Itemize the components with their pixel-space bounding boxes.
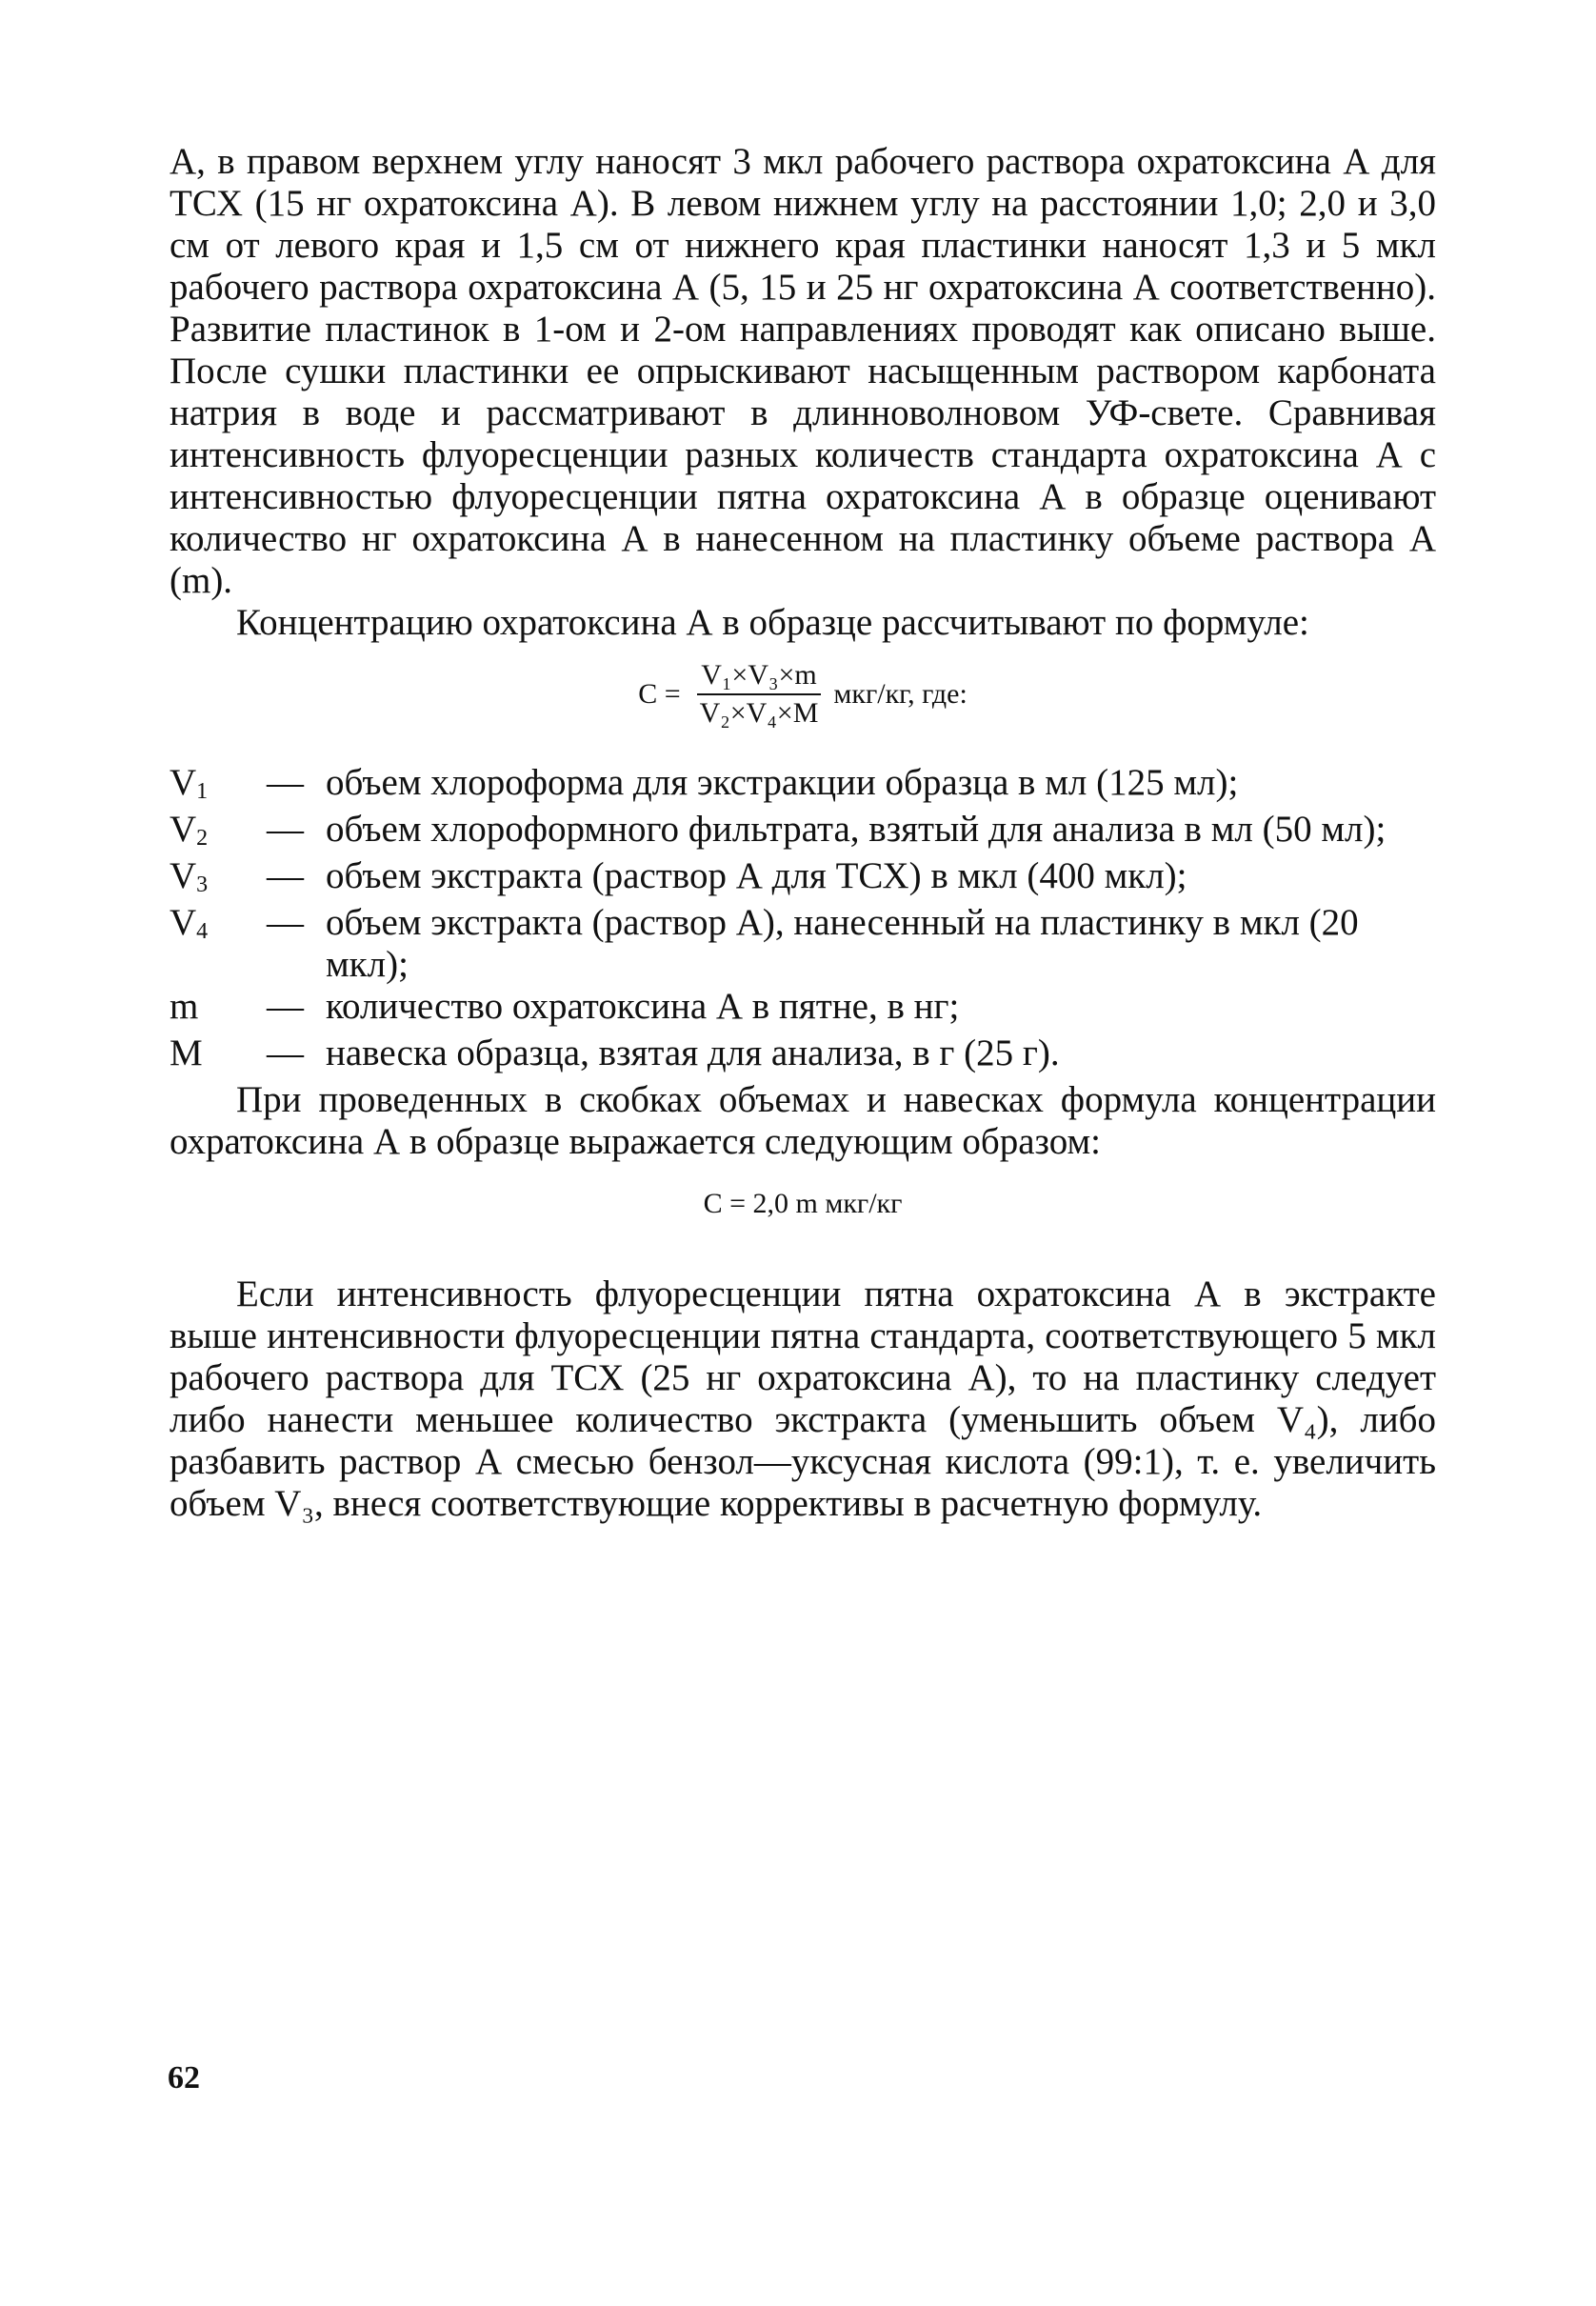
definition-dash: —: [267, 902, 304, 943]
definition-symbol: $V_1$: [170, 762, 209, 804]
concentration-formula: [170, 659, 1436, 730]
definition-dash: —: [267, 762, 304, 803]
definition-m-small: [170, 986, 1436, 1033]
formula-numerator: V₁×V₃×m: [697, 659, 820, 695]
paragraph-procedure: А, в правом верхнем углу наносят 3 мкл рабочего раствора охратоксина А для ТСХ (15 нг охратоксина А). В левом нижнем углу на расстоянии 1,0; 2,0 и 3,0 см от левого края и 1,5 см от нижнего края пластинки наносят 1,3 и 5 мкл рабочего раствора охратоксина А (5, 15 и 25 нг охратоксина А соответственно). Развитие пластинок в 1-ом и 2-ом направлениях проводят как описано выше. После сушки пластинки ее опрыскивают насыщенным раствором карбоната натрия в воде и рассматривают в длинноволновом УФ-свете. Сравнивая интенсивность флуоресценции разных количеств стандарта охратоксина А с интенсивностью флуоресценции пятна охратоксина А в образце оценивают количество нг охратоксина А в нанесенном на пластинку объеме раствора А (m).: [170, 141, 1436, 601]
formula-fraction: [696, 659, 823, 730]
definition-text: навеска образца, взятая для анализа, в г (25 г).: [326, 1033, 1060, 1073]
definition-text: объем экстракта (раствор А), нанесенный на пластинку в мкл (20 мкл);: [326, 902, 1359, 985]
definition-dash: —: [267, 855, 304, 896]
definition-v4: [170, 902, 1436, 986]
definition-text: объем хлороформа для экстракции образца в мл (125 мл);: [326, 762, 1239, 803]
definition-text: объем хлороформного фильтрата, взятый для анализа в мл (50 мл);: [326, 809, 1387, 850]
definition-symbol: $V_3$: [170, 855, 209, 897]
definition-symbol: $V_4$: [170, 902, 209, 944]
paragraph-dilution-note: Если интенсивность флуоресценции пятна охратоксина А в экстракте выше интенсивности флуоресценции пятна стандарта, соответствующего 5 мкл рабочего раствора для ТСХ (25 нг охратоксина А), то на пластинку следует либо нанести меньшее количество экстракта (уменьшить объем V₄), либо разбавить раствор А смесью бензол—уксусная кислота (99:1), т. е. увеличить объем V₃, внеся соответствующие коррективы в расчетную формулу.: [170, 1273, 1436, 1524]
definition-symbol: $V_2$: [170, 809, 209, 851]
page-number: 62: [168, 2060, 200, 2095]
definition-v2: [170, 809, 1436, 855]
formula-lhs: C =: [638, 678, 681, 710]
simplified-formula: C = 2,0 m мкг/кг: [703, 1188, 903, 1219]
definition-v1: [170, 762, 1436, 809]
paragraph-formula-simplified-intro: При проведенных в скобках объемах и навесках формула концентрации охратоксина А в образце выражается следующим образом:: [170, 1079, 1436, 1162]
definition-dash: —: [267, 1033, 304, 1073]
definition-symbol: m: [170, 986, 199, 1027]
formula-units: мкг/кг, где:: [833, 678, 968, 710]
definition-v3: [170, 855, 1436, 902]
page-body: [170, 141, 1436, 1525]
definition-text: объем экстракта (раствор А для ТСХ) в мкл (400 мкл);: [326, 855, 1187, 896]
variable-definitions: [170, 762, 1436, 1079]
definition-text: количество охратоксина А в пятне, в нг;: [326, 986, 960, 1027]
definition-dash: —: [267, 809, 304, 850]
definition-symbol: M: [170, 1033, 203, 1073]
formula-denominator: V₂×V₄×M: [699, 697, 819, 729]
definition-dash: —: [267, 986, 304, 1027]
paragraph-formula-intro: Концентрацию охратоксина А в образце рассчитывают по формуле:: [236, 602, 1309, 643]
definition-m-capital: [170, 1033, 1436, 1079]
